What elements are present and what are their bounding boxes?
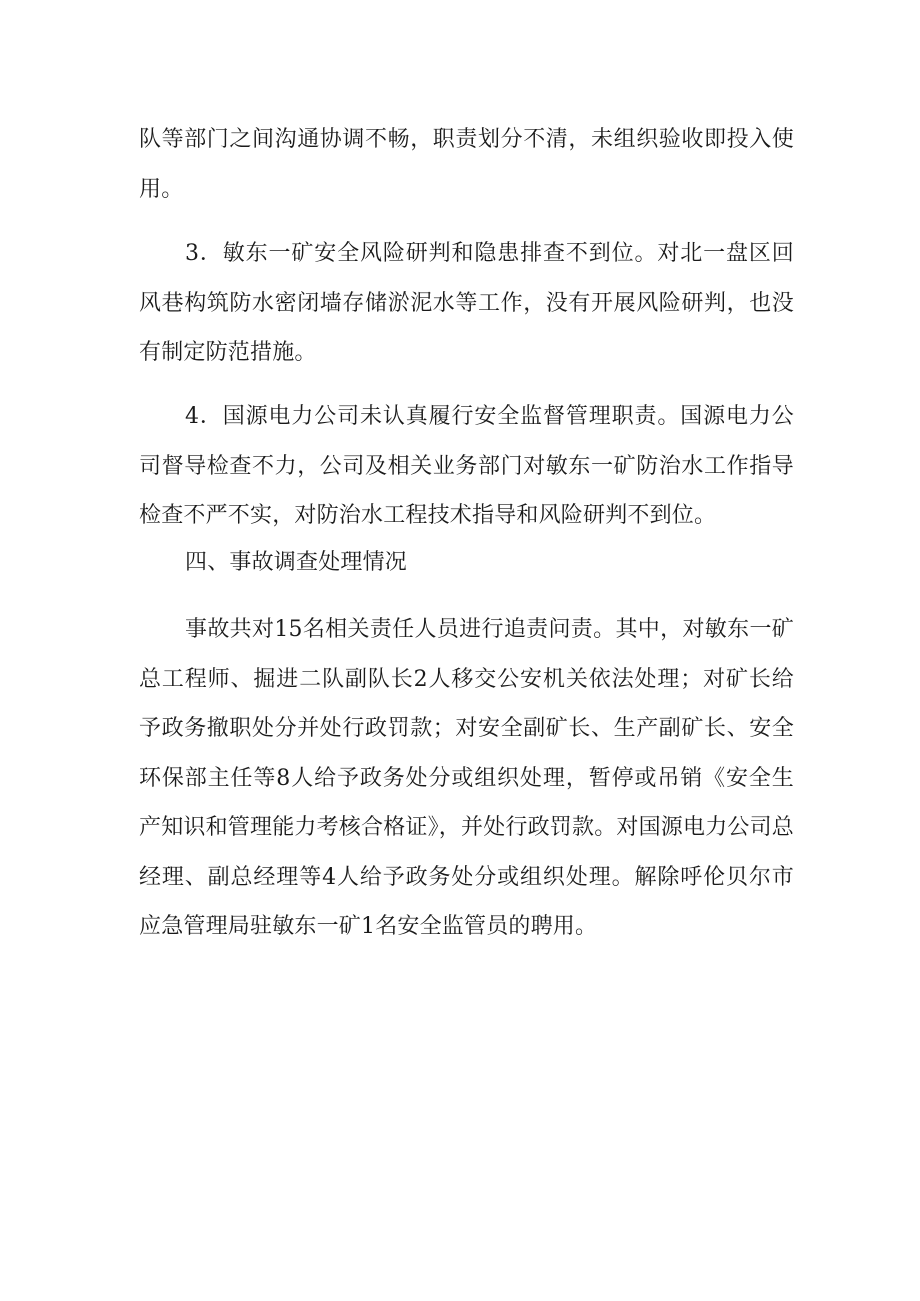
paragraph-continuation: 队等部门之间沟通协调不畅，职责划分不清，未组织验收即投入使用。	[139, 127, 794, 202]
paragraph-accountability: 事故共对15名相关责任人员进行追责问责。其中，对敏东一矿总工程师、掘进二队副队长2人移交公安机关依法处理；对矿长给予政务撤职处分并处行政罚款；对安全副矿长、生产副矿长、安全环保部主任等8人给予政务处分或组织处理，暂停或吊销《安全生产知识和管理能力考核合格证》，并处行政罚款。对国源电力公司总经理、副总经理等4人给予政务处分或组织处理。解除呼伦贝尔市应急管理局驻敏东一矿1名安全监管员的聘用。	[139, 617, 795, 939]
paragraph-item-4: 4．国源电力公司未认真履行安全监督管理职责。国源电力公司督导检查不力，公司及相关业务部门对敏东一矿防治水工作指导检查不严不实，对防治水工程技术指导和风险研判不到位。	[139, 404, 794, 528]
section-heading: 四、事故调查处理情况	[185, 550, 408, 575]
paragraph-item-3: 3．敏东一矿安全风险研判和隐患排查不到位。对北一盘区回风巷构筑防水密闭墙存储淤泥水等工作，没有开展风险研判，也没有制定防范措施。	[139, 241, 794, 365]
